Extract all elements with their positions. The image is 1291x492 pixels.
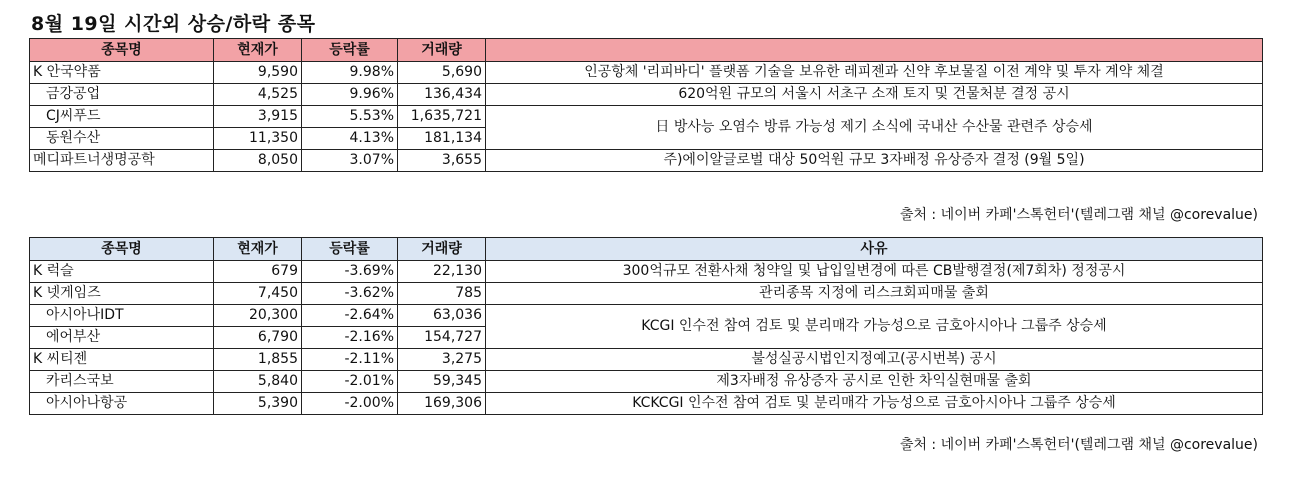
source-note: 출처 : 네이버 카페'스톡헌터'(텔레그램 채널 @corevalue) (899, 437, 1258, 453)
stock-volume: 169,306 (398, 393, 486, 415)
stock-volume: 785 (398, 283, 486, 305)
stock-volume: 136,434 (398, 84, 486, 106)
stock-reason: 인공항체 '리피바디' 플랫폼 기술을 보유한 레피젠과 신약 후보물질 이전 계약 및 투자 계약 체결 (486, 62, 1263, 84)
stock-rate: -2.11% (302, 349, 398, 371)
stock-rate: 4.13% (302, 128, 398, 150)
stock-price: 7,450 (214, 283, 302, 305)
stock-name: 아시아나항공 (30, 393, 214, 415)
stock-reason: 주)에이알글로벌 대상 50억원 규모 3자배정 유상증자 결정 (9월 5일) (486, 150, 1263, 172)
table-row (30, 150, 1263, 172)
stock-name: 동원수산 (30, 128, 214, 150)
table-header-row (30, 39, 1263, 62)
header-name: 종목명 (30, 238, 214, 261)
stock-rate: 5.53% (302, 106, 398, 128)
table-row (30, 62, 1263, 84)
falling-stocks-table (29, 237, 1263, 415)
table-row (30, 305, 1263, 327)
header-volume: 거래량 (398, 238, 486, 261)
stock-volume: 1,635,721 (398, 106, 486, 128)
stock-name: K 안국약품 (30, 62, 214, 84)
stock-rate: -2.01% (302, 371, 398, 393)
table-row (30, 106, 1263, 128)
header-volume: 거래량 (398, 39, 486, 62)
stock-volume: 5,690 (398, 62, 486, 84)
header-reason-empty (486, 39, 1263, 62)
stock-price: 8,050 (214, 150, 302, 172)
stock-name: K 씨티젠 (30, 349, 214, 371)
stock-rate: -3.69% (302, 261, 398, 283)
stock-reason: 620억원 규모의 서울시 서초구 소재 토지 및 건물처분 결정 공시 (486, 84, 1263, 106)
stock-reason: KCKCGI 인수전 참여 검토 및 분리매각 가능성으로 금호아시아나 그룹주 상승세 (486, 393, 1263, 415)
stock-name: K 럭슬 (30, 261, 214, 283)
stock-reason: KCGI 인수전 참여 검토 및 분리매각 가능성으로 금호아시아나 그룹주 상승세 (486, 305, 1263, 349)
stock-name: 아시아나IDT (30, 305, 214, 327)
stock-rate: -3.62% (302, 283, 398, 305)
header-price: 현재가 (214, 39, 302, 62)
stock-price: 20,300 (214, 305, 302, 327)
stock-name: K 넷게임즈 (30, 283, 214, 305)
table-row (30, 371, 1263, 393)
table-row (30, 84, 1263, 106)
stock-price: 6,790 (214, 327, 302, 349)
stock-price: 4,525 (214, 84, 302, 106)
stock-price: 11,350 (214, 128, 302, 150)
stock-volume: 3,655 (398, 150, 486, 172)
stock-price: 5,840 (214, 371, 302, 393)
stock-price: 1,855 (214, 349, 302, 371)
stock-volume: 22,130 (398, 261, 486, 283)
stock-reason: 제3자배정 유상증자 공시로 인한 차익실현매물 출회 (486, 371, 1263, 393)
stock-name: 에어부산 (30, 327, 214, 349)
source-note: 출처 : 네이버 카페'스톡헌터'(텔레그램 채널 @corevalue) (899, 207, 1258, 223)
header-name: 종목명 (30, 39, 214, 62)
header-rate: 등락률 (302, 238, 398, 261)
stock-rate: 9.96% (302, 84, 398, 106)
stock-volume: 63,036 (398, 305, 486, 327)
stock-rate: 9.98% (302, 62, 398, 84)
header-rate: 등락률 (302, 39, 398, 62)
page-title: 8월 19일 시간외 상승/하락 종목 (31, 13, 316, 35)
table-row (30, 283, 1263, 305)
stock-volume: 181,134 (398, 128, 486, 150)
stock-rate: 3.07% (302, 150, 398, 172)
table-row (30, 393, 1263, 415)
stock-reason: 日 방사능 오염수 방류 가능성 제기 소식에 국내산 수산물 관련주 상승세 (486, 106, 1263, 150)
stock-name: 메디파트너생명공학 (30, 150, 214, 172)
stock-volume: 59,345 (398, 371, 486, 393)
stock-name: CJ씨푸드 (30, 106, 214, 128)
stock-reason: 300억규모 전환사채 청약일 및 납입일변경에 따른 CB발행결정(제7회차) 정정공시 (486, 261, 1263, 283)
stock-volume: 154,727 (398, 327, 486, 349)
stock-price: 3,915 (214, 106, 302, 128)
stock-rate: -2.16% (302, 327, 398, 349)
stock-price: 9,590 (214, 62, 302, 84)
table-header-row (30, 238, 1263, 261)
stock-price: 679 (214, 261, 302, 283)
stock-reason: 불성실공시법인지정예고(공시번복) 공시 (486, 349, 1263, 371)
stock-volume: 3,275 (398, 349, 486, 371)
stock-reason: 관리종목 지정에 리스크회피매물 출회 (486, 283, 1263, 305)
stock-price: 5,390 (214, 393, 302, 415)
stock-rate: -2.00% (302, 393, 398, 415)
header-price: 현재가 (214, 238, 302, 261)
table-row (30, 261, 1263, 283)
stock-rate: -2.64% (302, 305, 398, 327)
table-row (30, 349, 1263, 371)
rising-stocks-table (29, 38, 1263, 172)
stock-name: 금강공업 (30, 84, 214, 106)
header-reason: 사유 (486, 238, 1263, 261)
stock-name: 카리스국보 (30, 371, 214, 393)
